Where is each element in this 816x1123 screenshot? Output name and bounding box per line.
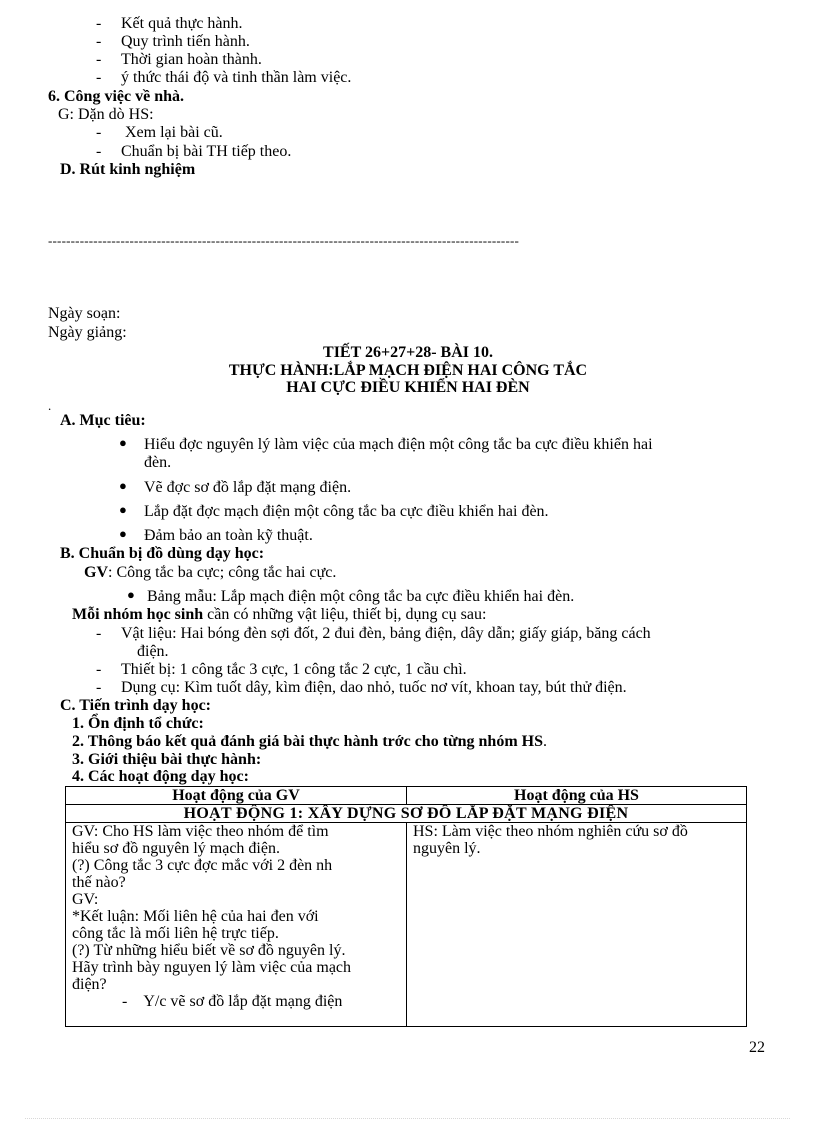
group-prep-text: cần có những vật liệu, thiết bị, dụng cụ sau: (203, 606, 487, 623)
bullet-icon: ● (119, 502, 127, 517)
list-dash: - (96, 33, 102, 50)
gv-line: (?) Công tắc 3 cực đợc mắc với 2 đèn nh (72, 857, 333, 874)
material-item: Vật liệu: Hai bóng đèn sợi đốt, 2 đui đèn, bảng điện, dây dẫn; giấy giáp, băng cách (121, 625, 651, 642)
gv-line: *Kết luận: Mối liên hệ của hai đen với (72, 908, 319, 925)
objective-item: Vẽ đợc sơ đồ lắp đặt mạng điện. (144, 479, 352, 496)
gv-activity-cell (66, 823, 407, 1027)
header-gv: Hoạt động của GV (66, 787, 407, 805)
process-step-text: 2. Thông báo kết quả đánh giá bài thực hành trớc cho từng nhóm HS (72, 733, 543, 750)
process-step: 4. Các hoạt động dạy học: (72, 768, 249, 785)
header-hs: Hoạt động của HS (407, 787, 747, 805)
bullet-icon: ● (119, 478, 127, 493)
gv-line: hiểu sơ đồ nguyên lý mạch điện. (72, 840, 280, 857)
gv-prep-text: : Công tắc ba cực; công tắc hai cực. (108, 564, 337, 581)
bullet-icon: ● (119, 526, 127, 541)
lesson-activity-table (65, 786, 747, 1027)
gv-line: Hãy trình bày nguyen lý làm việc của mạch (72, 959, 352, 976)
gv-line: điện? (72, 976, 107, 993)
list-item: Chuẩn bị bài TH tiếp theo. (121, 143, 292, 160)
list-dash: - (96, 69, 102, 86)
lesson-title-line-1: TIẾT 26+27+28- BÀI 10. (323, 344, 493, 361)
stray-dot: . (48, 398, 52, 413)
section-6-title: 6. Công việc về nhà. (48, 88, 184, 105)
section-a-title: A. Mục tiêu: (60, 412, 146, 429)
list-item: Quy trình tiến hành. (121, 33, 250, 50)
activity-1-heading: HOẠT ĐỘNG 1: XÂY DỰNG SƠ ĐỒ LẮP ĐẶT MẠNG ĐIỆN (66, 805, 747, 823)
gv-line: thế nào? (72, 874, 126, 891)
hs-activity-cell (407, 823, 747, 1027)
list-dash: - (96, 15, 102, 32)
hs-line: nguyên lý. (413, 840, 481, 857)
material-item: Dụng cụ: Kìm tuốt dây, kìm điện, dao nhỏ, tuốc nơ vít, khoan tay, bút thử điện. (121, 679, 627, 696)
material-item: Thiết bị: 1 công tắc 3 cực, 1 công tắc 2 cực, 1 cầu chì. (121, 661, 467, 678)
lesson-title-line-3: HAI CỰC ĐIỀU KHIỂN HAI ĐÈN (286, 379, 530, 396)
list-item: ý thức thái độ và tinh thần làm việc. (121, 69, 352, 86)
ngay-soan-label: Ngày soạn: (48, 305, 121, 322)
page-number: 22 (749, 1039, 765, 1056)
page-bottom-border (25, 1118, 790, 1119)
group-prep (72, 606, 486, 623)
gv-line: GV: Cho HS làm việc theo nhóm để tìm (72, 823, 329, 840)
bullet-icon: ● (119, 435, 127, 450)
objective-item: Đảm bảo an toàn kỹ thuật. (144, 527, 313, 544)
gv-line-last (72, 993, 400, 1010)
lesson-title-line-2: THỰC HÀNH:LẮP MẠCH ĐIỆN HAI CÔNG TẮC (228, 362, 588, 379)
table-subheader-row (66, 805, 747, 823)
objective-item: Hiểu đợc nguyên lý làm việc của mạch điện một công tắc ba cực điều khiển hai (144, 436, 653, 453)
list-item: Kết quả thực hành. (121, 15, 243, 32)
gv-line: GV: (72, 891, 99, 908)
table-row (66, 823, 747, 1027)
list-dash: - (122, 993, 128, 1010)
section-b-title: B. Chuẩn bị đồ dùng dạy học: (60, 545, 265, 562)
gv-line: (?) Từ những hiểu biết về sơ đồ nguyên lý. (72, 942, 346, 959)
gv-prep (84, 564, 336, 581)
list-item: Thời gian hoàn thành. (121, 51, 262, 68)
process-step-tail: . (543, 733, 547, 750)
section-6-intro: G: Dặn dò HS: (58, 106, 154, 123)
gv-line: công tắc là mối liên hệ trực tiếp. (72, 925, 279, 942)
list-dash: - (96, 661, 102, 678)
list-item: Xem lại bài cũ. (125, 124, 223, 141)
hs-line: HS: Làm việc theo nhóm nghiên cứu sơ đồ (413, 823, 688, 840)
bullet-icon: ● (127, 587, 135, 602)
gv-label: GV (84, 564, 108, 581)
list-dash: - (96, 143, 102, 160)
process-step: 1. Ổn định tổ chức: (72, 715, 204, 732)
list-dash: - (96, 679, 102, 696)
objective-item-cont: đèn. (144, 454, 172, 471)
divider-line: -------------------------------------------------------------------------------------------------------- (48, 233, 520, 248)
gv-last-text: Y/c vẽ sơ đồ lắp đặt mạng điện (143, 993, 343, 1010)
list-dash: - (96, 625, 102, 642)
list-dash: - (96, 124, 102, 141)
material-item-cont: điện. (137, 643, 169, 660)
ngay-giang-label: Ngày giảng: (48, 324, 127, 341)
objective-item: Lắp đặt đợc mạch điện một công tắc ba cực điều khiển hai đèn. (144, 503, 549, 520)
process-step: 3. Giới thiệu bài thực hành: (72, 751, 262, 768)
section-d-title: D. Rút kinh nghiệm (60, 161, 196, 178)
list-dash: - (96, 51, 102, 68)
section-c-title: C. Tiến trình dạy học: (60, 697, 211, 714)
gv-prep-bullet: Bảng mẫu: Lắp mạch điện một công tắc ba cực điều khiển hai đèn. (147, 588, 575, 605)
table-header-row (66, 787, 747, 805)
process-step (72, 733, 547, 750)
group-label: Mỗi nhóm học sinh (72, 606, 204, 623)
